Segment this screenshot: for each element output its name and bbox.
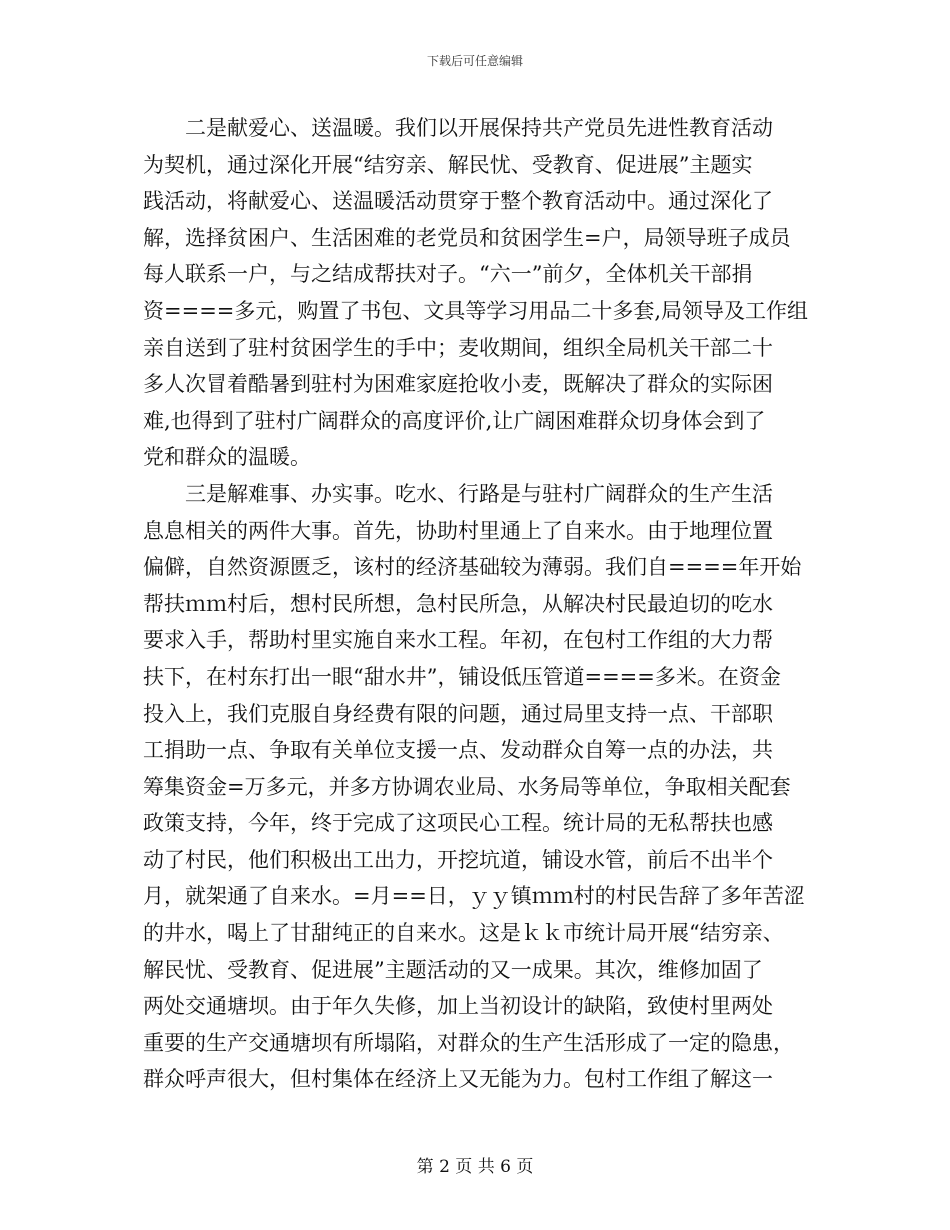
paragraph-line: 解民忧、受教育、促进展”主题活动的又一成果。其次，维修加固了 xyxy=(143,957,763,982)
paragraph-line: 亲自送到了驻村贫困学生的手中；麦收期间，组织全局机关干部二十 xyxy=(143,335,773,360)
paragraph-line: 二是献爱心、送温暖。我们以开展保持共产党员先进性教育活动 xyxy=(185,116,773,140)
paragraph-line: 践活动，将献爱心、送温暖活动贯穿于整个教育活动中。通过深化了 xyxy=(143,189,773,214)
paragraph-line: 解，选择贫困户、生活困难的老党员和贫困学生=户，局领导班子成员 xyxy=(143,225,791,250)
paragraph-line: 筹集资金=万多元，并多方协调农业局、水务局等单位，争取相关配套 xyxy=(143,774,791,799)
paragraph-line: 党和群众的温暖。 xyxy=(143,445,311,470)
paragraph-line: 多人次冒着酷暑到驻村为困难家庭抢收小麦，既解决了群众的实际困 xyxy=(143,372,773,397)
paragraph-line: 难,也得到了驻村广阔群众的高度评价,让广阔困难群众切身体会到了 xyxy=(143,408,766,433)
body-text xyxy=(143,110,809,1098)
paragraph-line: 投入上，我们克服自身经费有限的问题，通过局里支持一点、干部职 xyxy=(143,701,773,726)
paragraph-line: 为契机，通过深化开展“结穷亲、解民忧、受教育、促进展”主题实 xyxy=(143,152,753,177)
paragraph-line: 资====多元，购置了书包、文具等学习用品二十多套,局领导及工作组 xyxy=(143,298,809,323)
paragraph-line: 偏僻，自然资源匮乏，该村的经济基础较为薄弱。我们自====年开始 xyxy=(143,555,802,580)
paragraph-line: 工捐助一点、争取有关单位支援一点、发动群众自筹一点的办法，共 xyxy=(143,738,773,763)
paragraph-line: 三是解难事、办实事。吃水、行路是与驻村广阔群众的生产生活 xyxy=(185,481,773,506)
paragraph-line: 政策支持，今年，终于完成了这项民心工程。统计局的无私帮扶也感 xyxy=(143,811,773,836)
paragraph-line: 的井水，喝上了甘甜纯正的自来水。这是ｋｋ市统计局开展“结穷亲、 xyxy=(143,921,784,946)
page-header: 下载后可任意编辑 xyxy=(426,54,523,68)
paragraph-line: 每人联系一户，与之结成帮扶对子。“六一”前夕，全体机关干部捐 xyxy=(143,262,753,287)
page-footer: 第 2 页 共 6 页 xyxy=(416,1157,534,1177)
paragraph-line: 要求入手，帮助村里实施自来水工程。年初，在包村工作组的大力帮 xyxy=(143,628,773,653)
paragraph-1 xyxy=(143,110,809,476)
paragraph-line: 重要的生产交通塘坝有所塌陷，对群众的生产生活形成了一定的隐患， xyxy=(143,1030,794,1055)
paragraph-line: 扶下，在村东打出一眼“甜水井”，铺设低压管道====多米。在资金 xyxy=(143,664,781,689)
paragraph-line: 群众呼声很大，但村集体在经济上又无能为力。包村工作组了解这一 xyxy=(143,1067,773,1092)
paragraph-2 xyxy=(143,476,805,1098)
paragraph-line: 月，就架通了自来水。=月==日，ｙｙ镇ｍｍ村的村民告辞了多年苦涩 xyxy=(143,884,805,909)
paragraph-line: 动了村民，他们积极出工出力，开挖坑道，铺设水管，前后不出半个 xyxy=(143,847,773,872)
paragraph-line: 息息相关的两件大事。首先，协助村里通上了自来水。由于地理位置 xyxy=(143,518,773,543)
paragraph-line: 两处交通塘坝。由于年久失修，加上当初设计的缺陷，致使村里两处 xyxy=(143,994,773,1019)
paragraph-line: 帮扶ｍｍ村后，想村民所想，急村民所急，从解决村民最迫切的吃水 xyxy=(143,591,773,616)
